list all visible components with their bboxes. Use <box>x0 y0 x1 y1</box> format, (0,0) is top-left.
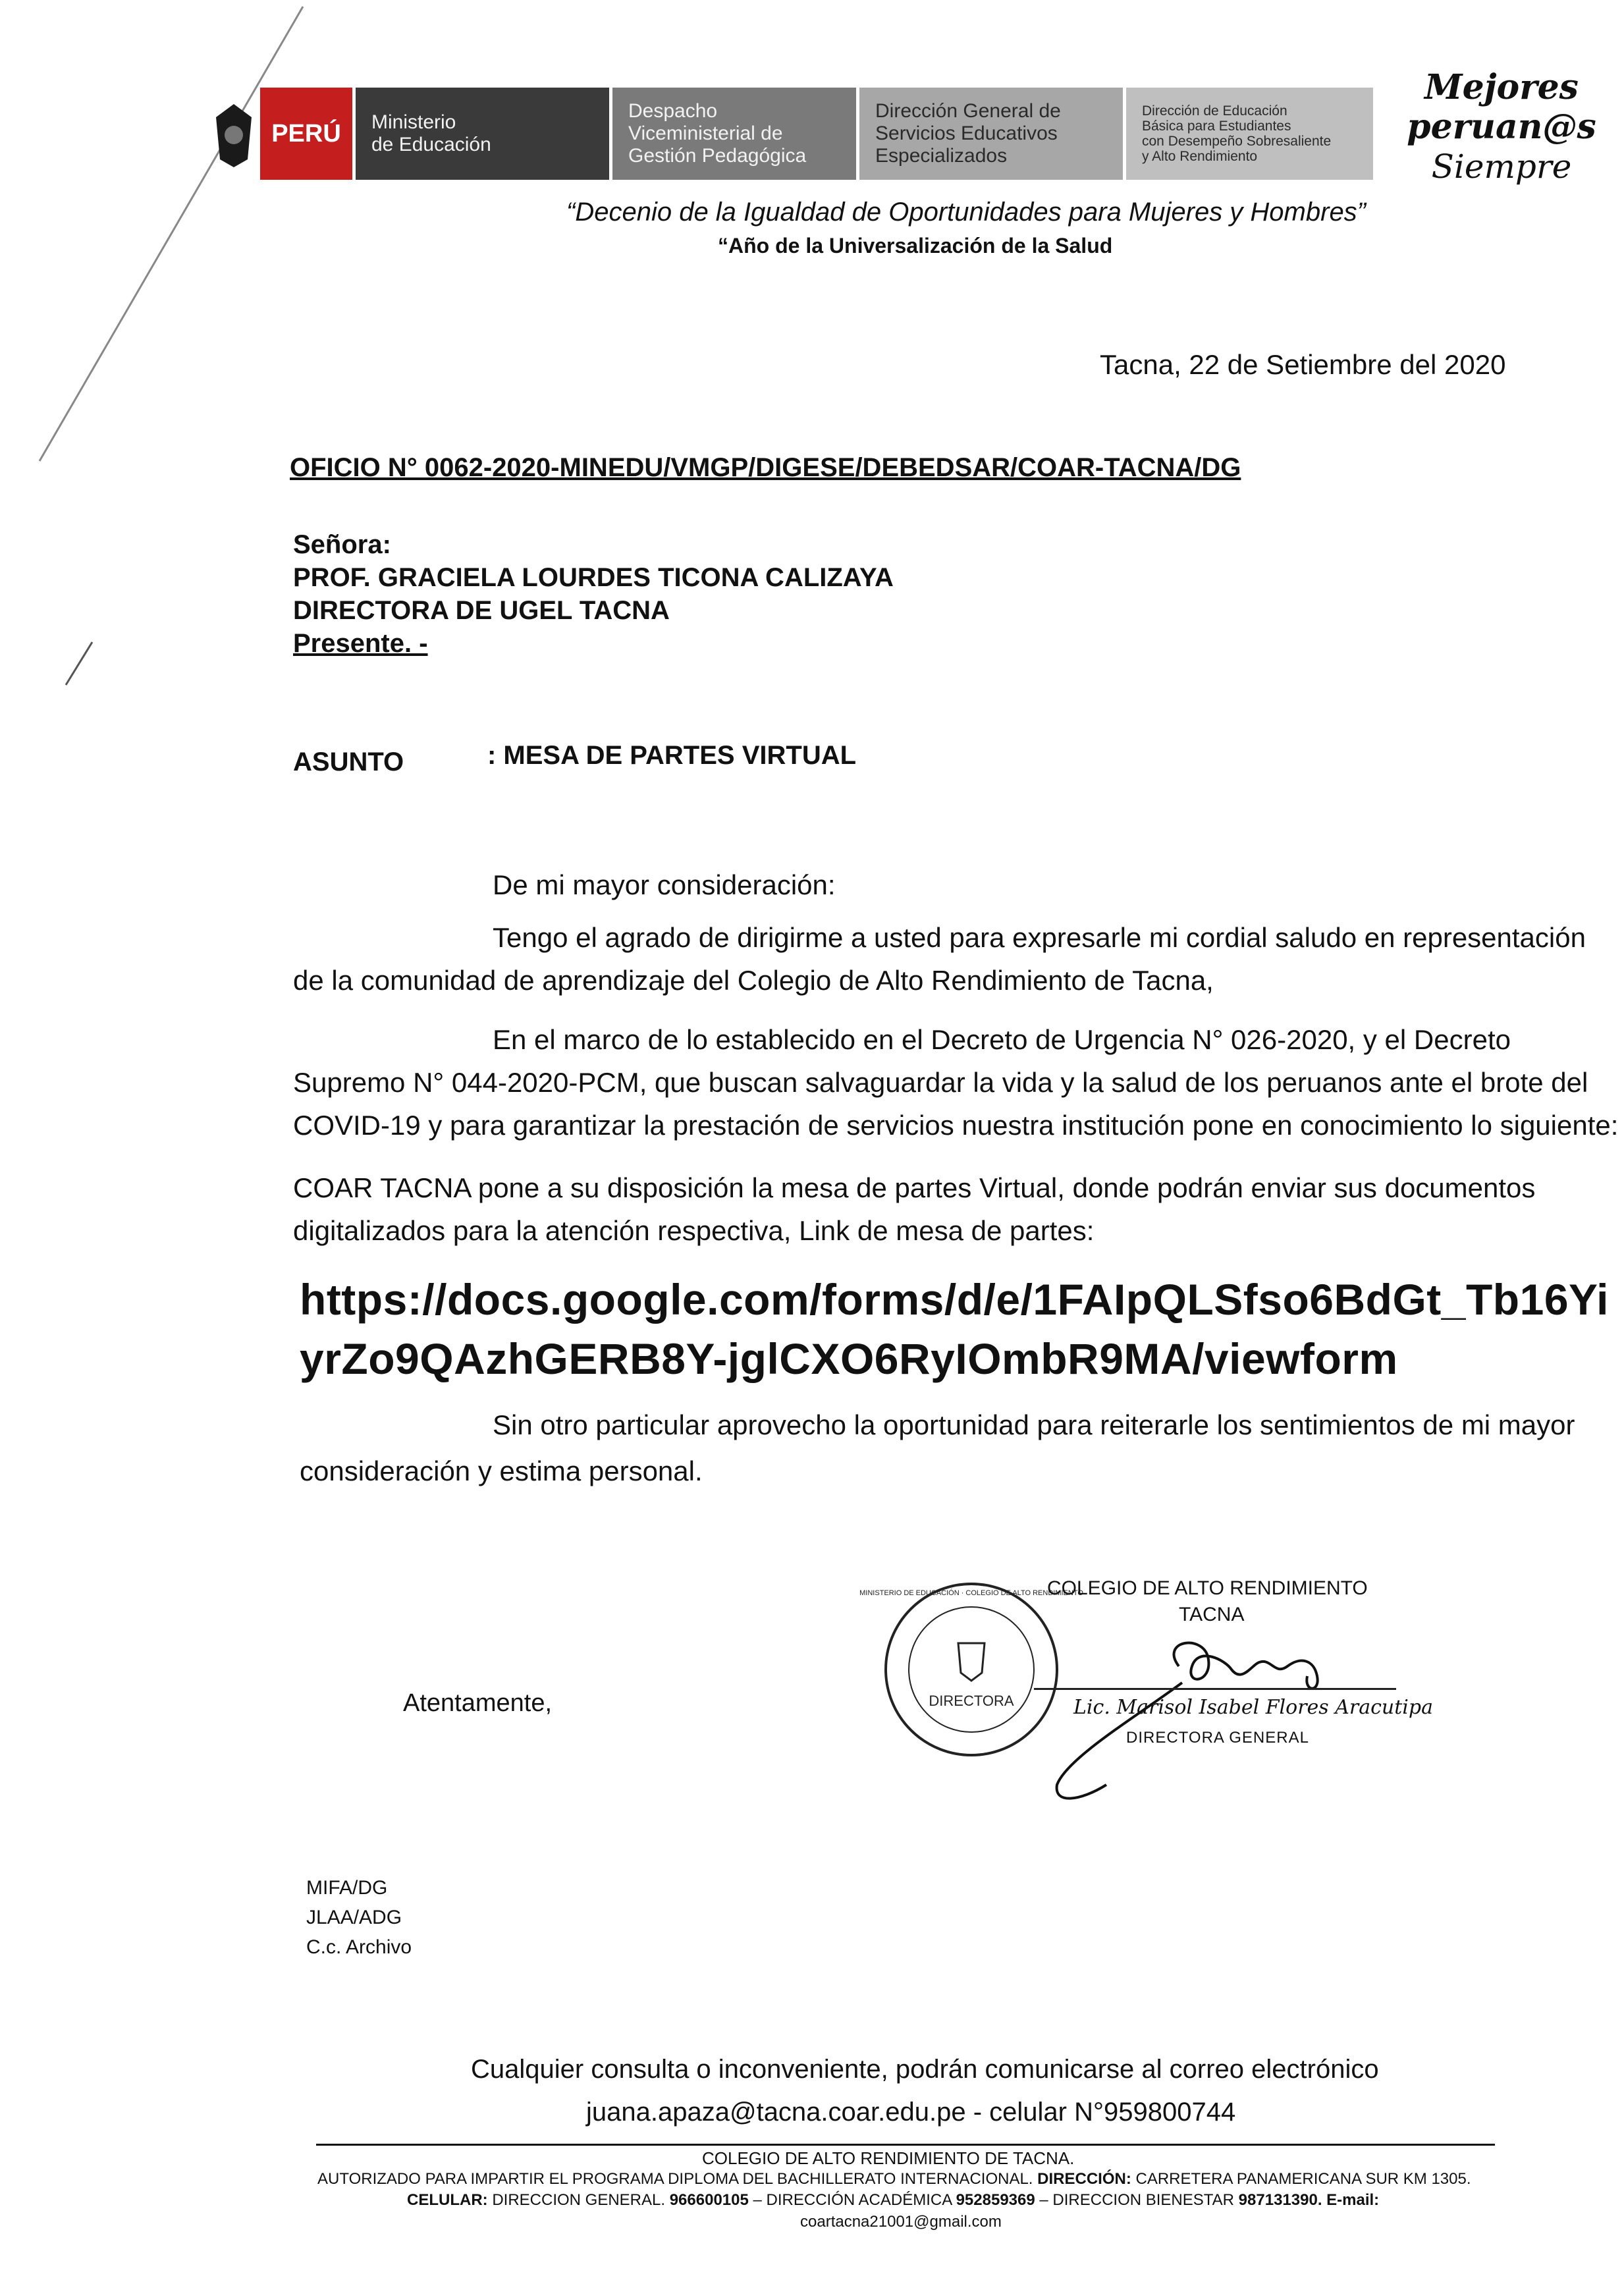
stamp-ring-text: MINISTERIO DE EDUCACIÓN · COLEGIO DE ALTO RENDIMIENTO <box>859 1589 1083 1597</box>
footer-text: 987131390 <box>1238 2191 1318 2209</box>
header-peru-logo: PERÚ <box>260 88 352 180</box>
footer-text: DIRECCION GENERAL. <box>487 2191 670 2209</box>
footer-school: COLEGIO DE ALTO RENDIMIENTO DE TACNA. <box>702 2148 1075 2168</box>
header-dg-line: Servicios Educativos <box>875 122 1058 144</box>
footer-line-2 <box>407 2191 1379 2210</box>
footer-text: CARRETERA PANAMERICANA SUR KM 1305. <box>1131 2170 1471 2188</box>
paragraph-line: consideración y estima personal. <box>300 1455 703 1486</box>
header-dir-line: con Desempeño Sobresaliente <box>1142 134 1332 149</box>
official-stamp <box>859 1574 1083 1765</box>
slogan-logo <box>1407 63 1596 194</box>
header-dir-line: Básica para Estudiantes <box>1142 119 1291 134</box>
footer-text: . E-mail: <box>1317 2191 1380 2209</box>
initials-line: JLAA/ADG <box>306 1907 402 1928</box>
paragraph-line: COAR TACNA pone a su disposición la mesa de partes Virtual, donde podrán enviar sus documentos <box>293 1172 1536 1203</box>
header-ministry <box>356 88 609 180</box>
greeting: De mi mayor consideración: <box>493 869 836 900</box>
signature-school: COLEGIO DE ALTO RENDIMIENTO <box>1047 1577 1368 1599</box>
header-vice-line: Despacho <box>628 100 718 122</box>
stamp-center-text: DIRECTORA <box>929 1693 1014 1709</box>
initials-line: MIFA/DG <box>306 1877 388 1899</box>
contact-email-line: juana.apaza@tacna.coar.edu.pe - celular N°959800744 <box>586 2098 1236 2127</box>
paragraph-line: Tengo el agrado de dirigirme a usted para expresarle mi cordial saludo en representación <box>493 922 1586 953</box>
header-dg-line: Dirección General de <box>875 100 1061 122</box>
contact-line: Cualquier consulta o inconveniente, podrán comunicarse al correo electrónico <box>471 2055 1379 2084</box>
signature-city: TACNA <box>1179 1604 1245 1625</box>
header-vice-ministry <box>612 88 856 180</box>
subject-label: ASUNTO <box>293 747 404 776</box>
recipient-salutation: Señora: <box>293 530 391 559</box>
paragraph-line: En el marco de lo establecido en el Decreto de Urgencia N° 026-2020, y el Decreto <box>493 1024 1511 1055</box>
scan-mark <box>63 639 95 692</box>
header-ministry-line: Ministerio <box>371 111 456 133</box>
header-direction <box>1126 88 1373 180</box>
letter-date: Tacna, 22 de Setiembre del 2020 <box>1100 349 1506 380</box>
recipient-name: PROF. GRACIELA LOURDES TICONA CALIZAYA <box>293 563 894 592</box>
signer-name: Lic. Marisol Isabel Flores Aracutipa <box>1073 1696 1433 1719</box>
scan-edge-artifact <box>0 0 310 474</box>
year-motto: “Año de la Universalización de la Salud <box>718 234 1113 258</box>
form-link-line[interactable]: yrZo9QAzhGERB8Y-jglCXO6RyIOmbR9MA/viewform <box>300 1334 1398 1383</box>
signature-line <box>1034 1688 1396 1690</box>
footer-text: 966600105 <box>669 2191 749 2209</box>
closing: Atentamente, <box>403 1689 553 1717</box>
header-dir-line: y Alto Rendimiento <box>1142 149 1258 164</box>
header-dir-line: Dirección de Educación <box>1142 103 1287 119</box>
paragraph-line: Supremo N° 044-2020-PCM, que buscan salvaguardar la vida y la salud de los peruanos ante el brote del <box>293 1067 1588 1098</box>
header-vice-line: Gestión Pedagógica <box>628 145 807 167</box>
footer-text: – DIRECCIÓN ACADÉMICA <box>748 2191 956 2209</box>
recipient-position: DIRECTORA DE UGEL TACNA <box>293 596 670 625</box>
footer-text: DIRECCIÓN: <box>1037 2170 1131 2188</box>
footer-text: CELULAR: <box>407 2191 488 2209</box>
slogan-line: peruan@s <box>1407 107 1596 147</box>
footer-email[interactable]: coartacna21001@gmail.com <box>800 2213 1002 2231</box>
paragraph-line: digitalizados para la atención respectiva, Link de mesa de partes: <box>293 1215 1095 1246</box>
recipient-present: Presente. - <box>293 629 428 658</box>
oficio-number: OFICIO N° 0062-2020-MINEDU/VMGP/DIGESE/DEBEDSAR/COAR-TACNA/DG <box>290 453 1241 482</box>
footer-text: – DIRECCION BIENESTAR <box>1035 2191 1239 2209</box>
footer-text: AUTORIZADO PARA IMPARTIR EL PROGRAMA DIPLOMA DEL BACHILLERATO INTERNACIONAL. <box>317 2170 1038 2188</box>
footer-line-1 <box>317 2170 1471 2188</box>
decade-motto: “Decenio de la Igualdad de Oportunidades para Mujeres y Hombres” <box>566 198 1367 227</box>
header-vice-line: Viceministerial de <box>628 122 783 144</box>
paragraph-line: Sin otro particular aprovecho la oportunidad para reiterarle los sentimientos de mi mayor <box>493 1409 1575 1440</box>
paragraph-line: COVID-19 y para garantizar la prestación de servicios nuestra institución pone en conocimiento lo siguiente: <box>293 1110 1619 1141</box>
initials-line: C.c. Archivo <box>306 1936 412 1958</box>
handwritten-signature <box>1054 1620 1436 1818</box>
header-dg-line: Especializados <box>875 145 1008 167</box>
slogan-line: Mejores <box>1424 67 1579 107</box>
national-crest-icon <box>211 99 257 171</box>
signer-title: DIRECTORA GENERAL <box>1126 1729 1309 1747</box>
subject-value: : MESA DE PARTES VIRTUAL <box>487 741 857 770</box>
header-ministry-line: de Educación <box>371 134 491 155</box>
header-general-direction <box>859 88 1123 180</box>
slogan-line: Siempre <box>1431 148 1572 186</box>
footer-text: 952859369 <box>956 2191 1035 2209</box>
footer-rule <box>316 2144 1495 2146</box>
form-link-line[interactable]: https://docs.google.com/forms/d/e/1FAIpQLSfso6BdGt_Tb16Yi <box>300 1275 1609 1324</box>
paragraph-line: de la comunidad de aprendizaje del Colegio de Alto Rendimiento de Tacna, <box>293 965 1214 996</box>
